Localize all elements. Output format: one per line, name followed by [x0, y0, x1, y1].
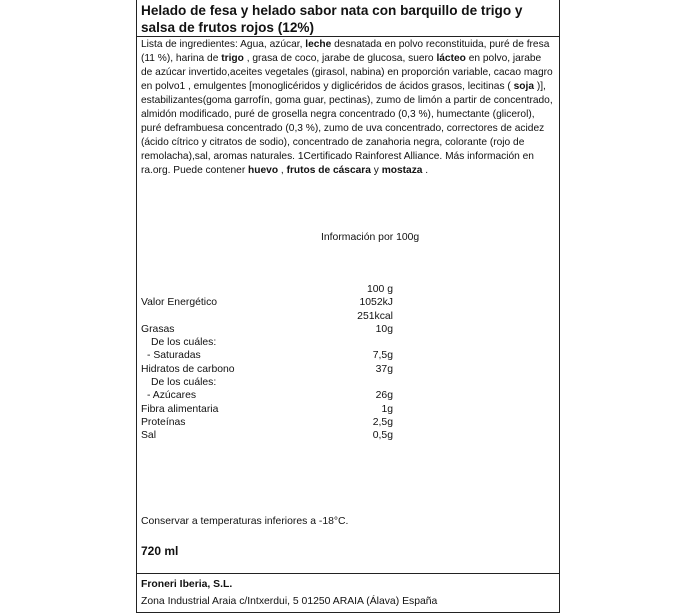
nutrition-row [141, 390, 557, 403]
company-address: Zona Industrial Araia c/Intxerdui, 5 01250 ARAIA (Álava) España [141, 596, 438, 607]
ingredient-text: desnatada en polvo reconstituida, puré de fresa (11 %), harina de [141, 39, 550, 64]
nutrition-row [141, 404, 557, 417]
company-name: Froneri Iberia, S.L. [141, 579, 233, 590]
ingredient-text: Lista de ingredientes: Agua, azúcar, [141, 39, 306, 50]
nutrition-label: Hidratos de carbono [141, 363, 235, 375]
nutrition-row [141, 377, 557, 390]
nutrition-label: Fibra alimentaria [141, 403, 219, 415]
nutrition-value: 100 g [366, 284, 393, 295]
nutrition-value: 26g [375, 390, 393, 402]
product-volume: 720 ml [141, 544, 179, 558]
product-title: Helado de fesa y helado sabor nata con barquillo de trigo y salsa de frutos rojos (12%) [141, 3, 523, 35]
nutrition-value: 1052kJ [359, 297, 393, 309]
nutrition-value: 251kcal [357, 310, 393, 322]
nutrition-label: Grasas [141, 323, 175, 335]
allergen-text: mostaza [381, 165, 423, 176]
nutrition-label: De los cuáles: [151, 337, 217, 349]
nutrition-row [141, 284, 557, 297]
nutrition-row [141, 311, 557, 324]
nutrition-row [141, 324, 557, 337]
ingredient-text: . [422, 165, 429, 176]
ingredient-text: y [370, 165, 382, 176]
nutrition-row [141, 337, 557, 350]
nutrition-value: 1g [381, 403, 393, 415]
nutrition-label: Valor Energético [141, 297, 218, 309]
nutrition-value: 37g [375, 363, 393, 375]
nutrition-label: - Saturadas [147, 350, 201, 362]
storage-instructions: Conservar a temperaturas inferiores a -18°C. [141, 516, 349, 527]
nutrition-row [141, 350, 557, 363]
allergen-text: trigo [221, 53, 244, 64]
nutrition-row [141, 297, 557, 310]
divider [137, 36, 559, 37]
nutrition-value: 7,5g [372, 350, 393, 362]
allergen-text: frutos de cáscara [286, 165, 371, 176]
nutrition-value: 10g [375, 323, 393, 335]
ingredient-text: en polvo, jarabe de azúcar invertido,aceites vegetales (girasol, nabina) en proporción variable, cacao magro en polvo1 , emulgentes [monoglicéridos y diglicéridos de ácidos grasos, lecitinas ( [141, 53, 553, 92]
ingredients-list [141, 38, 555, 178]
ingredient-text: , [278, 165, 287, 176]
divider [137, 573, 559, 574]
ingredient-text: )], estabilizantes(goma garrofín, goma guar, pectinas), zumo de limón a partir de concentrado, almidón modificado, puré de grosella negra concentrado (0,3 %), humectante (glicerol), puré deframbuesa concentrado (0,3 %), zumo de uva concentrado, correctores de acidez (ácido cítrico y citratos de sodio), concentrado de zanahoria negra, colorante (rojo de remolacha),sal, aromas naturales. 1Certificado Rainforest Alliance. Más información en ra.org. Puede contener [141, 81, 553, 176]
allergen-text: huevo [248, 165, 279, 176]
label-panel [136, 0, 560, 613]
allergen-text: leche [305, 39, 332, 50]
nutrition-row [141, 430, 557, 443]
ingredient-text: , grasa de coco, jarabe de glucosa, suero [243, 53, 437, 64]
allergen-text: soja [513, 81, 534, 92]
nutrition-heading: Información por 100g [321, 232, 420, 243]
nutrition-table [141, 284, 557, 444]
allergen-text: lácteo [436, 53, 466, 64]
nutrition-row [141, 417, 557, 430]
nutrition-value: 0,5g [372, 430, 393, 442]
nutrition-label: Proteínas [141, 416, 186, 428]
nutrition-label: De los cuáles: [151, 377, 217, 389]
nutrition-row [141, 364, 557, 377]
nutrition-value: 2,5g [372, 416, 393, 428]
nutrition-label: - Azúcares [147, 390, 197, 402]
nutrition-label: Sal [141, 430, 157, 442]
